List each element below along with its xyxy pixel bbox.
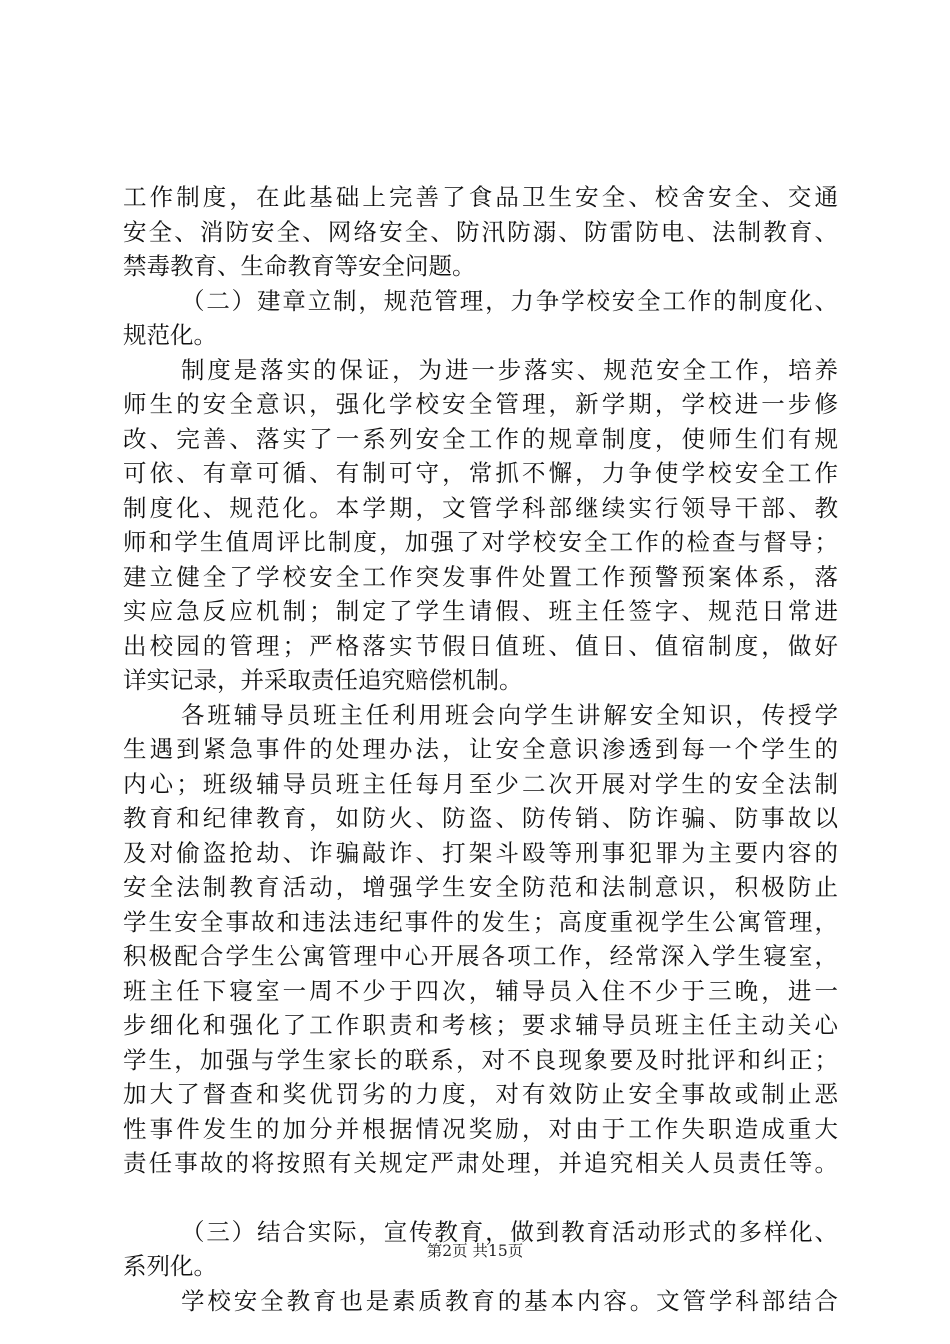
text-line: 责任事故的将按照有关规定严肃处理，并追究相关人员责任等。: [123, 1149, 838, 1177]
text-line: 制度化、规范化。本学期，文管学科部继续实行领导干部、教: [123, 493, 838, 522]
text-line: 安全法制教育活动，增强学生安全防范和法制意识，积极防止: [123, 873, 838, 901]
text-line: 性事件发生的加分并根据情况奖励，对由于工作失职造成重大: [123, 1114, 838, 1143]
document-body: [123, 180, 838, 1318]
text-line: 学校安全教育也是素质教育的基本内容。文管学科部结合: [181, 1286, 838, 1315]
text-line: 工作制度，在此基础上完善了食品卫生安全、校舍安全、交通: [123, 183, 838, 211]
text-line: 学生安全事故和违法违纪事件的发生；高度重视学生公寓管理，: [123, 907, 838, 936]
text-line: 出校园的管理；严格落实节假日值班、值日、值宿制度，做好: [123, 631, 838, 660]
section-heading-line: 系列化。: [123, 1252, 217, 1280]
paragraph-gap: [123, 1181, 838, 1215]
text-line: 实应急反应机制；制定了学生请假、班主任签字、规范日常进: [123, 597, 838, 625]
text-line: 加大了督查和奖优罚劣的力度，对有效防止安全事故或制止恶: [123, 1080, 838, 1108]
text-line: 详实记录，并采取责任追究赔偿机制。: [123, 666, 523, 694]
text-line: 师生的安全意识，强化学校安全管理，新学期，学校进一步修: [123, 390, 838, 418]
text-line: 可依、有章可循、有制可守，常抓不懈，力争使学校安全工作: [123, 459, 838, 487]
text-line: 学生，加强与学生家长的联系，对不良现象要及时批评和纠正；: [123, 1045, 838, 1074]
text-line: 班主任下寝室一周不少于四次，辅导员入住不少于三晚，进一: [123, 976, 838, 1005]
text-line: 安全、消防安全、网络安全、防汛防溺、防雷防电、法制教育、: [123, 217, 838, 246]
text-line: 建立健全了学校安全工作突发事件处置工作预警预案体系，落: [123, 562, 838, 591]
text-line: 及对偷盗抢劫、诈骗敲诈、打架斗殴等刑事犯罪为主要内容的: [123, 838, 838, 867]
section-heading-line: 规范化。: [123, 321, 217, 349]
text-line: 生遇到紧急事件的处理办法，让安全意识渗透到每一个学生的: [123, 735, 838, 763]
text-line: 改、完善、落实了一系列安全工作的规章制度，使师生们有规: [123, 424, 838, 453]
text-line: 禁毒教育、生命教育等安全问题。: [123, 252, 476, 280]
text-line: 步细化和强化了工作职责和考核；要求辅导员班主任主动关心: [123, 1011, 838, 1039]
text-line: 师和学生值周评比制度，加强了对学校安全工作的检查与督导；: [123, 528, 838, 556]
text-line: 教育和纪律教育，如防火、防盗、防传销、防诈骗、防事故以: [123, 804, 838, 832]
text-line: 内心；班级辅导员班主任每月至少二次开展对学生的安全法制: [123, 769, 838, 798]
section-heading-line: （三）结合实际，宣传教育，做到教育活动形式的多样化、: [181, 1217, 838, 1246]
page-number-footer: 第2页 共15页: [426, 1242, 524, 1260]
text-line: 制度是落实的保证，为进一步落实、规范安全工作，培养: [181, 355, 838, 384]
text-line: 各班辅导员班主任利用班会向学生讲解安全知识，传授学: [181, 700, 838, 729]
section-heading-line: （二）建章立制，规范管理，力争学校安全工作的制度化、: [181, 286, 838, 315]
text-line: 积极配合学生公寓管理中心开展各项工作，经常深入学生寝室，: [123, 942, 838, 970]
